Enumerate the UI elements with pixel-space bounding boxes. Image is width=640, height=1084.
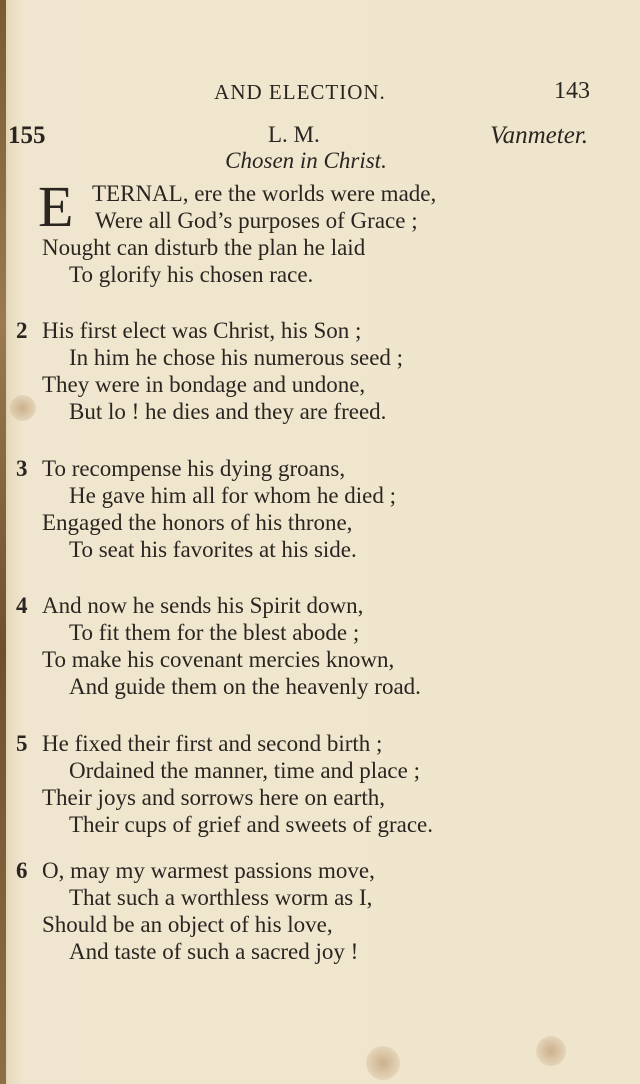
verse-line: To make his covenant mercies known, <box>42 647 395 672</box>
verse-line: Should be an object of his love, <box>42 912 333 937</box>
verse-line: To fit them for the blest abode ; <box>69 620 360 645</box>
verse-line: But lo ! he dies and they are freed. <box>69 399 387 424</box>
hymn-tune: Vanmeter. <box>490 122 588 149</box>
stanza-number: 5 <box>16 731 28 756</box>
verse-line: His first elect was Christ, his Son ; <box>42 318 362 343</box>
verse-line: That such a worthless worm as I, <box>69 885 373 910</box>
stanza-number: 4 <box>16 593 28 618</box>
verse-line: He fixed their first and second birth ; <box>42 731 383 756</box>
verse-line: Their cups of grief and sweets of grace. <box>69 812 434 837</box>
verse-line: Engaged the honors of his throne, <box>42 510 353 535</box>
foxing-stain <box>366 1046 400 1080</box>
verse-line: To recompense his dying groans, <box>42 456 346 481</box>
stanza-3 <box>0 455 620 563</box>
stanza-2 <box>0 317 620 425</box>
verse-line: And taste of such a sacred joy ! <box>69 939 359 964</box>
verse-line: They were in bondage and undone, <box>42 372 366 397</box>
hymn-number: 155 <box>8 122 46 149</box>
verse-line: TERNAL, ere the worlds were made, <box>92 181 437 206</box>
stanza-number: 3 <box>16 456 28 481</box>
drop-cap: E <box>38 174 74 239</box>
hymn-title: Chosen in Christ. <box>225 148 387 173</box>
page-number: 143 <box>554 78 590 104</box>
stanza-number: 6 <box>16 858 28 883</box>
verse-line: And guide them on the heavenly road. <box>69 674 421 699</box>
stanza-number: 2 <box>16 318 28 343</box>
verse-line: Their joys and sorrows here on earth, <box>42 785 385 810</box>
verse-line: Nought can disturb the plan he laid <box>42 235 366 260</box>
verse-line: Were all God’s purposes of Grace ; <box>95 208 418 233</box>
stanza-5 <box>0 730 620 838</box>
hymn-meter: L. M. <box>268 122 320 147</box>
stanza-6 <box>0 857 620 965</box>
verse-line: O, may my warmest passions move, <box>42 858 375 883</box>
running-title: AND ELECTION. <box>214 80 386 104</box>
verse-line: In him he chose his numerous seed ; <box>69 345 404 370</box>
foxing-stain <box>536 1036 566 1066</box>
verse-line: Ordained the manner, time and place ; <box>69 758 420 783</box>
verse-line: To seat his favorites at his side. <box>69 537 357 562</box>
verse-line: And now he sends his Spirit down, <box>42 593 364 618</box>
verse-line: To glorify his chosen race. <box>69 262 314 287</box>
verse-line: He gave him all for whom he died ; <box>69 483 397 508</box>
stanza-1 <box>0 174 620 288</box>
stanza-4 <box>0 592 620 700</box>
